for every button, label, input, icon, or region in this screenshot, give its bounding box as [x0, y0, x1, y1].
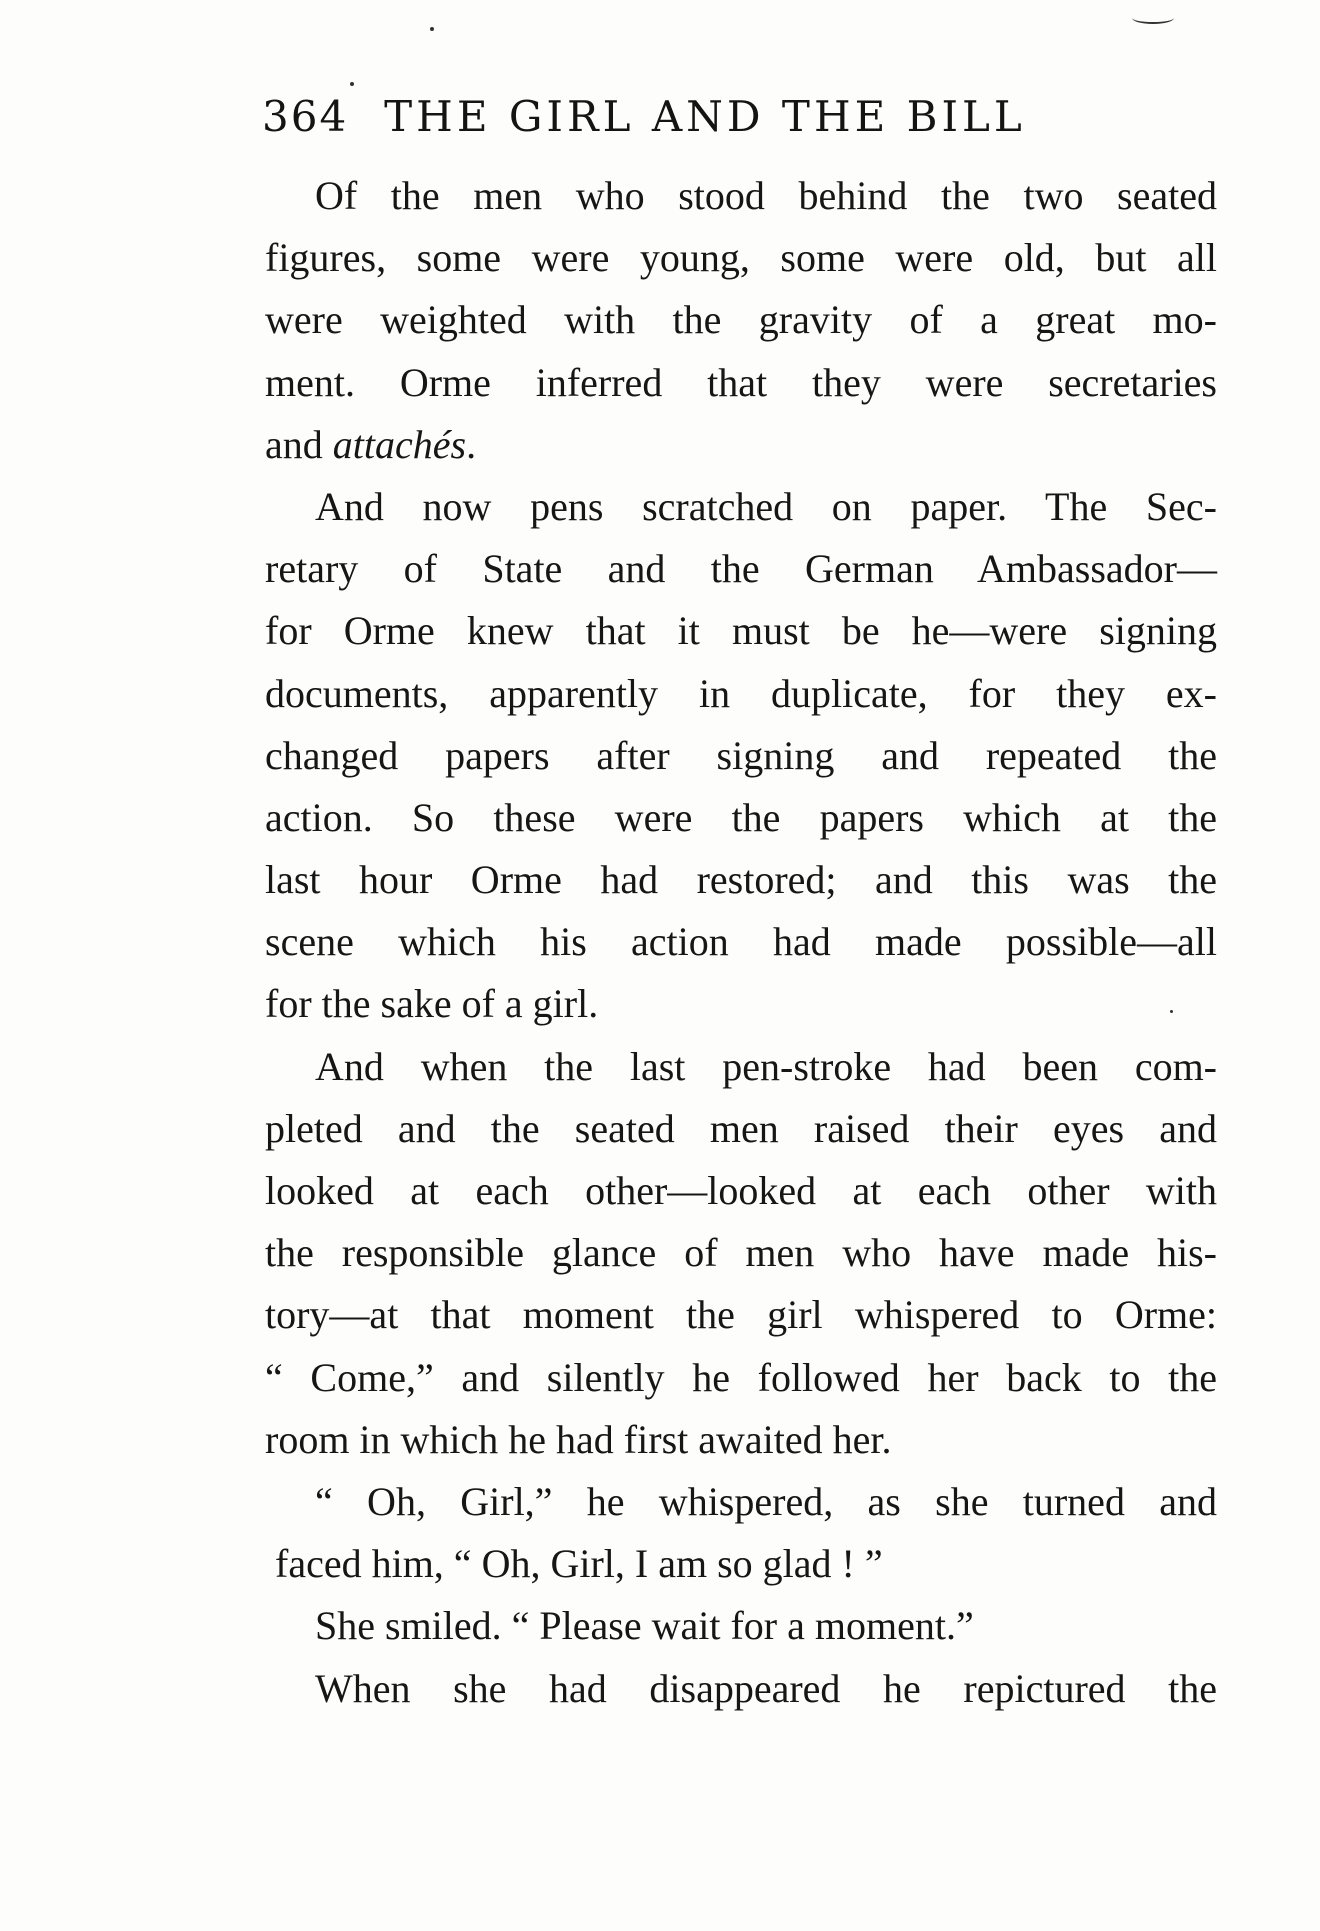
- text-line: ment. Orme inferred that they were secretaries: [265, 359, 1217, 405]
- text-line: pleted and the seated men raised their eyes and: [265, 1105, 1217, 1151]
- text-line-part: and: [265, 421, 333, 467]
- text-line: Of the men who stood behind the two seated: [315, 173, 1217, 218]
- text-line: for the sake of a girl.: [265, 981, 599, 1027]
- text-line: She smiled. “ Please wait for a moment.”: [315, 1603, 974, 1649]
- corner-mark: [1132, 12, 1174, 24]
- text-line: “ Oh, Girl,” he whispered, as she turned and: [315, 1478, 1217, 1524]
- text-line: action. So these were the papers which at the: [265, 794, 1217, 840]
- text-line: scene which his action had made possible—all: [265, 919, 1217, 965]
- text-line: room in which he had first awaited her.: [265, 1416, 892, 1462]
- text-line: last hour Orme had restored; and this was the: [265, 857, 1217, 903]
- text-line: looked at each other—looked at each other with: [265, 1168, 1217, 1213]
- text-line: figures, some were young, some were old, but all: [265, 235, 1217, 281]
- italic-word: attachés: [332, 421, 467, 467]
- text-line: And when the last pen-stroke had been com-: [315, 1043, 1217, 1089]
- text-line: And now pens scratched on paper. The Sec-: [315, 483, 1217, 529]
- text-line: tory—at that moment the girl whispered to Orme:: [265, 1292, 1217, 1338]
- page-number: 364: [262, 92, 349, 141]
- text-line: documents, apparently in duplicate, for they ex-: [265, 670, 1217, 716]
- ink-speck: [430, 27, 434, 31]
- text-line: changed papers after signing and repeated the: [265, 732, 1217, 778]
- text-line: [265, 414, 1217, 476]
- text-line-part: .: [466, 421, 477, 467]
- text-line: for Orme knew that it must be he—were signing: [265, 608, 1217, 654]
- text-line: faced him, “ Oh, Girl, I am so glad ! ”: [275, 1541, 883, 1587]
- running-head: [262, 92, 1214, 152]
- ink-speck: [350, 82, 354, 86]
- text-line: When she had disappeared he repictured the: [315, 1665, 1217, 1711]
- text-line: retary of State and the German Ambassador—: [265, 546, 1217, 592]
- text-line: were weighted with the gravity of a great mo-: [265, 297, 1217, 343]
- body-text: [265, 165, 1217, 1720]
- text-line: the responsible glance of men who have made his-: [265, 1230, 1217, 1276]
- text-line: “ Come,” and silently he followed her back to the: [265, 1354, 1217, 1400]
- book-title: THE GIRL AND THE BILL: [384, 92, 1026, 141]
